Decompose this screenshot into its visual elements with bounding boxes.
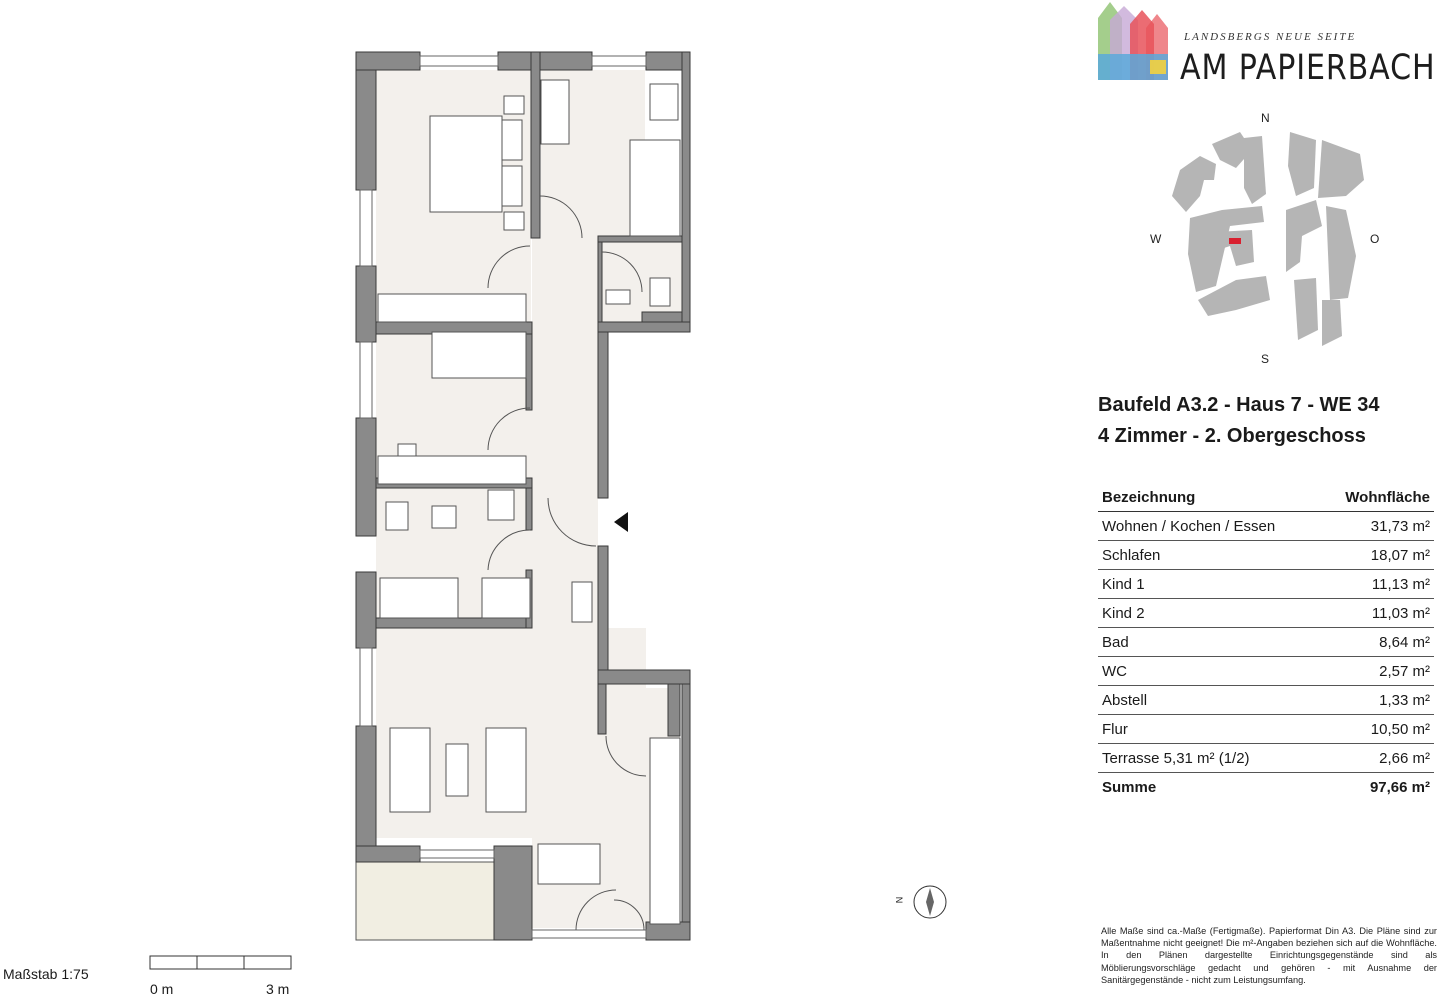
table-row bbox=[1098, 599, 1434, 628]
room-name: Wohnen / Kochen / Essen bbox=[1098, 512, 1320, 541]
area-table bbox=[1098, 483, 1434, 801]
table-row bbox=[1098, 744, 1434, 773]
table-total-row bbox=[1098, 773, 1434, 802]
room-area: 2,57 m² bbox=[1320, 657, 1434, 686]
disclaimer-note: Alle Maße sind ca.-Maße (Fertigmaße). Papierformat Din A3. Die Pläne sind zur Maßentnahme nicht geeignet! Die m²-Angaben beziehen sich auf die Wohnfläche. In den Plänen dargestellte Einrichtungsgegenstände sind als Möblierungsvorschläge gedacht und gehören - mit Ausnahme der Sanitärgegenstände - nicht zum Leistungsumfang. bbox=[1101, 926, 1437, 985]
table-row bbox=[1098, 541, 1434, 570]
total-area: 97,66 m² bbox=[1369, 778, 1430, 796]
unit-subtitle: 4 Zimmer - 2. Obergeschoss bbox=[1098, 425, 1366, 447]
site-map-north: N bbox=[1261, 111, 1270, 125]
scale-start: 0 m bbox=[150, 981, 174, 997]
area-table-header-value: Wohnfläche bbox=[1320, 483, 1434, 512]
total-label: Summe bbox=[1102, 778, 1157, 796]
room-name: Kind 2 bbox=[1098, 599, 1320, 628]
room-name: Kind 1 bbox=[1098, 570, 1320, 599]
site-location-marker bbox=[1229, 238, 1241, 244]
table-row bbox=[1098, 715, 1434, 744]
site-map-east: O bbox=[1370, 232, 1380, 246]
site-map-west: W bbox=[1150, 232, 1162, 246]
brand-subtitle: LANDSBERGS NEUE SEITE bbox=[1184, 31, 1357, 43]
room-area: 11,03 m² bbox=[1320, 599, 1434, 628]
terrace bbox=[356, 862, 514, 940]
room-area: 31,73 m² bbox=[1320, 512, 1434, 541]
entrance-arrow bbox=[614, 512, 628, 532]
brand-name: AM PAPIERBACH bbox=[1180, 48, 1436, 88]
room-name: Abstell bbox=[1098, 686, 1320, 715]
site-map bbox=[1172, 132, 1364, 346]
room-name: WC bbox=[1098, 657, 1320, 686]
room-name: Schlafen bbox=[1098, 541, 1320, 570]
compass-north-label: N bbox=[894, 896, 905, 904]
room-name: Terrasse 5,31 m² (1/2) bbox=[1098, 744, 1320, 773]
compass-icon bbox=[914, 886, 946, 918]
table-row bbox=[1098, 512, 1434, 541]
site-map-south: S bbox=[1261, 352, 1270, 366]
room-area: 8,64 m² bbox=[1320, 628, 1434, 657]
table-row bbox=[1098, 657, 1434, 686]
room-area: 2,66 m² bbox=[1320, 744, 1434, 773]
room-name: Flur bbox=[1098, 715, 1320, 744]
room-area: 10,50 m² bbox=[1320, 715, 1434, 744]
unit-title: Baufeld A3.2 - Haus 7 - WE 34 bbox=[1098, 394, 1380, 416]
table-row bbox=[1098, 628, 1434, 657]
table-row bbox=[1098, 570, 1434, 599]
area-table-header bbox=[1098, 483, 1434, 512]
area-table-header-name: Bezeichnung bbox=[1098, 483, 1320, 512]
room-area: 18,07 m² bbox=[1320, 541, 1434, 570]
room-area: 11,13 m² bbox=[1320, 570, 1434, 599]
room-name: Bad bbox=[1098, 628, 1320, 657]
scale-label: Maßstab 1:75 bbox=[3, 966, 89, 982]
scale-end: 3 m bbox=[266, 981, 290, 997]
room-area: 1,33 m² bbox=[1320, 686, 1434, 715]
table-row bbox=[1098, 686, 1434, 715]
brand-logo bbox=[1098, 2, 1168, 80]
scale-bar bbox=[150, 956, 291, 969]
